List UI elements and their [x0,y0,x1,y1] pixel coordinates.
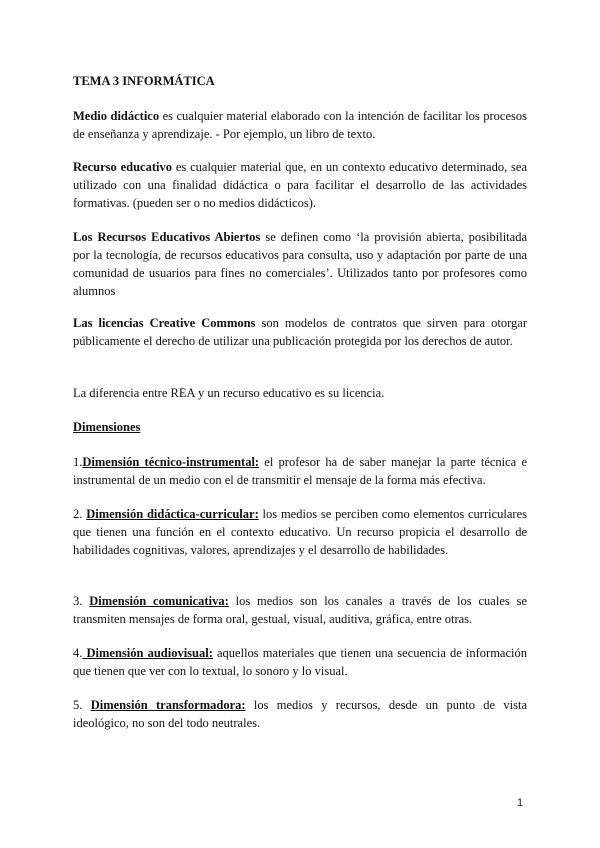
dimension-item [73,453,527,489]
dimension-name: Dimensión comunicativa: [89,594,229,608]
dimensions-heading [73,418,527,436]
dimension-text: los medios se perciben como elementos curriculares que tienen una función en el contexto educativo. Un recurso propicia el desarrollo de habilidades cognitivas, valores, aprendizajes y el desarrollo de habilidades. [73,507,527,557]
dimension-item [73,592,527,628]
paragraph-diferencia [73,384,527,402]
dimension-number: 2. [73,507,87,521]
dimension-name: Dimensión audiovisual: [82,646,213,660]
paragraph-medio-didactico [73,107,527,143]
term-medio-didactico: Medio didáctico [73,109,160,123]
term-recurso-educativo: Recurso educativo [73,160,172,174]
dimension-item [73,644,527,680]
term-rea: Los Recursos Educativos Abiertos [73,230,261,244]
dimensions-heading-text: Dimensiones [73,420,141,434]
definition-recurso-educativo: es cualquier material que, en un contexto educativo determinado, sea utilizado con una finalidad didáctica o para facilitar el desarrollo de las actividades formativas. (pueden ser o no medios didácticos). [73,160,528,210]
dimension-item [73,505,527,559]
paragraph-rea [73,228,527,300]
dimension-name: Dimensión transformadora: [90,698,246,712]
document-title: TEMA 3 INFORMÁTICA [73,74,215,88]
dimension-name: Dimensión técnico-instrumental: [82,455,260,469]
paragraph-recurso-educativo [73,158,527,212]
dimension-text: el profesor ha de saber manejar la parte técnica e instrumental de un medio con el de transmitir el mensaje de la forma más efectiva. [73,455,527,487]
definition-creative-commons: son modelos de contratos que sirven para otorgar públicamente el derecho de utilizar una publicación protegida por los derechos de autor. [73,316,527,348]
text-diferencia: La diferencia entre REA y un recurso educativo es su licencia. [73,386,385,400]
dimension-number: 1. [73,455,83,469]
page-number: 1 [517,797,524,809]
dimension-number: 5. [73,698,91,712]
dimension-number: 4. [73,646,83,660]
dimension-name: Dimensión didáctica-curricular: [86,507,259,521]
dimension-number: 3. [73,594,90,608]
definition-medio-didactico: es cualquier material elaborado con la intención de facilitar los procesos de enseñanza y aprendizaje. - Por ejemplo, un libro de texto. [73,109,527,141]
dimension-text: los medios son los canales a través de los cuales se transmiten mensajes de forma oral, gestual, visual, auditiva, gráfica, entre otras. [73,594,527,626]
dimension-item [73,696,527,732]
term-creative-commons: Las licencias Creative Commons [73,316,256,330]
dimension-text: los medios y recursos, desde un punto de vista ideológico, no son del todo neutrales. [73,698,528,730]
definition-rea: se definen como ‘la provisión abierta, posibilitada por la tecnología, de recursos educativos para consulta, uso y adaptación por parte de una comunidad de usuarios para fines no comerciales’. Utilizados tanto por profesores como alumnos [73,230,528,298]
dimension-text: aquellos materiales que tienen una secuencia de información que tienen que ver con lo textual, lo sonoro y lo visual. [73,646,527,678]
paragraph-creative-commons [73,314,527,350]
